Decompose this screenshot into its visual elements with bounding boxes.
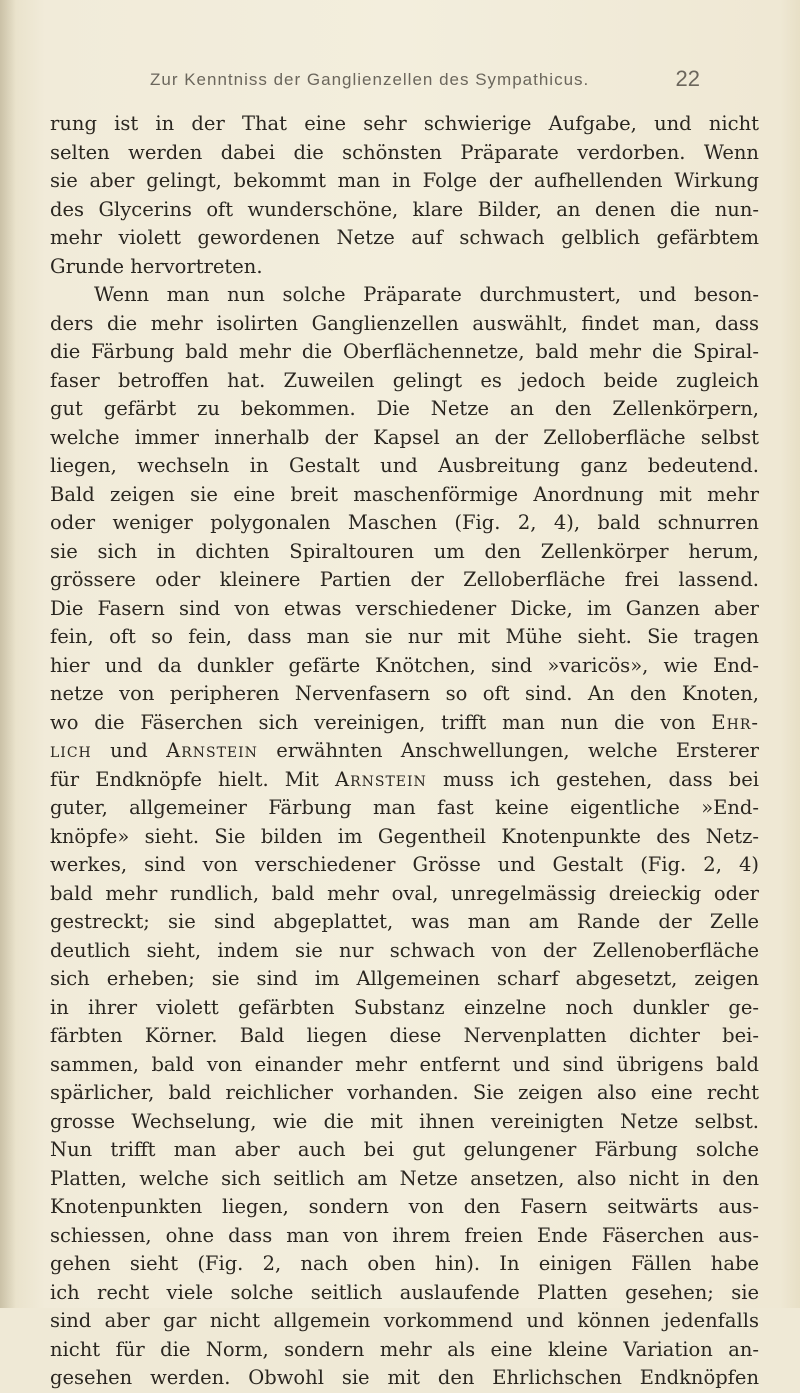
author-name: Ehr- bbox=[711, 710, 759, 734]
text-line: guter, allgemeiner Färbung man fast keine eigentliche »End- bbox=[50, 796, 759, 819]
text-line: selten werden dabei die schönsten Präparate verdorben. Wenn bbox=[50, 140, 759, 164]
text-line: Platten, welche sich seitlich am Netze ansetzen, also nicht in den bbox=[50, 1166, 759, 1190]
text-line: wo die Fäserchen sich vereinigen, trifft man nun die von Ehr- bbox=[50, 710, 759, 734]
text-line: oder weniger polygonalen Maschen (Fig. 2, 4), bald schnurren bbox=[50, 511, 759, 534]
text-line: spärlicher, bald reichlicher vorhanden. Sie zeigen also eine recht bbox=[50, 1081, 759, 1104]
text-line: grosse Wechselung, wie die mit ihnen vereinigten Netze selbst. bbox=[50, 1109, 759, 1133]
text-line: in ihrer violett gefärbten Substanz einzelne noch dunkler ge- bbox=[50, 995, 759, 1019]
text-line: die Färbung bald mehr die Oberflächennetze, bald mehr die Spiral- bbox=[50, 340, 759, 363]
text-line: Nun trifft man aber auch bei gut gelungener Färbung solche bbox=[50, 1138, 759, 1161]
text-line: sie aber gelingt, bekommt man in Folge der aufhellenden Wirkung bbox=[50, 169, 759, 192]
spine-shadow bbox=[0, 0, 16, 1308]
text-line: lich und Arnstein erwähnten Anschwellungen, welche Ersterer bbox=[50, 739, 759, 762]
text-line: werkes, sind von verschiedener Grösse und Gestalt (Fig. 2, 4) bbox=[50, 853, 759, 876]
page-number: 22 bbox=[675, 66, 700, 91]
text-line: sich erheben; sie sind im Allgemeinen scharf abgesetzt, zeigen bbox=[50, 967, 759, 990]
text-line: für Endknöpfe hielt. Mit Arnstein muss ich gestehen, dass bei bbox=[50, 767, 760, 791]
text-line: fein, oft so fein, dass man sie nur mit Mühe sieht. Sie tragen bbox=[50, 625, 759, 648]
paragraph bbox=[50, 281, 759, 1393]
paragraph bbox=[50, 110, 759, 281]
text-line: gesehen werden. Obwohl sie mit den Ehrlichschen Endknöpfen bbox=[50, 1366, 759, 1389]
text-line: Die Fasern sind von etwas verschiedener Dicke, im Ganzen aber bbox=[50, 596, 759, 620]
text-line: Bald zeigen sie eine breit maschenförmige Anordnung mit mehr bbox=[50, 482, 759, 506]
text-line: färbten Körner. Bald liegen diese Nervenplatten dichter bei- bbox=[50, 1024, 759, 1047]
text-line: gestreckt; sie sind abgeplattet, was man am Rande der Zelle bbox=[50, 910, 759, 933]
text-line: bald mehr rundlich, bald mehr oval, unregelmässig dreieckig oder bbox=[50, 881, 759, 905]
text-line: hier und da dunkler gefärte Knötchen, sind »varicös», wie End- bbox=[50, 653, 759, 677]
text-line: nicht für die Norm, sondern mehr als eine kleine Variation an- bbox=[50, 1337, 759, 1361]
text-line: sie sich in dichten Spiraltouren um den Zellenkörper herum, bbox=[50, 539, 759, 563]
text-line: gut gefärbt zu bekommen. Die Netze an den Zellenkörpern, bbox=[50, 397, 759, 420]
text-line: Knotenpunkten liegen, sondern von den Fasern seitwärts aus- bbox=[50, 1195, 759, 1218]
text-line: Wenn man nun solche Präparate durchmustert, und beson- bbox=[94, 283, 759, 306]
text-line: liegen, wechseln in Gestalt und Ausbreitung ganz bedeutend. bbox=[50, 454, 759, 477]
text-line: sammen, bald von einander mehr entfernt und sind übrigens bald bbox=[50, 1052, 759, 1076]
text-line: mehr violett gewordenen Netze auf schwach gelblich gefärbtem bbox=[50, 226, 759, 249]
text-line: netze von peripheren Nervenfasern so oft sind. An den Knoten, bbox=[50, 682, 759, 705]
author-name: lich bbox=[50, 739, 92, 762]
author-name: Arnstein bbox=[166, 739, 258, 762]
text-line: ich recht viele solche seitlich auslaufende Platten gesehen; sie bbox=[50, 1280, 759, 1304]
text-line: knöpfe» sieht. Sie bilden im Gegentheil Knotenpunkte des Netz- bbox=[50, 824, 759, 848]
author-name: Arnstein bbox=[335, 767, 427, 791]
text-line: deutlich sieht, indem sie nur schwach von der Zellenoberfläche bbox=[50, 938, 759, 962]
running-head: Zur Kenntniss der Ganglienzellen des Sympathicus. bbox=[150, 70, 590, 89]
text-line: des Glycerins oft wunderschöne, klare Bilder, an denen die nun- bbox=[50, 197, 759, 221]
text-line: gehen sieht (Fig. 2, nach oben hin). In einigen Fällen habe bbox=[50, 1252, 759, 1275]
page-header bbox=[150, 66, 700, 96]
text-line: sind aber gar nicht allgemein vorkommend und können jedenfalls bbox=[50, 1309, 759, 1332]
text-line: Grunde hervortreten. bbox=[50, 254, 263, 278]
text-line: faser betroffen hat. Zuweilen gelingt es jedoch beide zugleich bbox=[50, 368, 759, 392]
body-text bbox=[50, 110, 759, 1393]
text-line: schiessen, ohne dass man von ihrem freien Ende Fäserchen aus- bbox=[50, 1223, 759, 1247]
text-line: rung ist in der That eine sehr schwierige Aufgabe, und nicht bbox=[50, 112, 759, 135]
text-line: welche immer innerhalb der Kapsel an der Zelloberfläche selbst bbox=[50, 425, 759, 449]
text-line: grössere oder kleinere Partien der Zelloberfläche frei lassend. bbox=[50, 568, 759, 591]
text-line: ders die mehr isolirten Ganglienzellen auswählt, findet man, dass bbox=[50, 311, 759, 335]
